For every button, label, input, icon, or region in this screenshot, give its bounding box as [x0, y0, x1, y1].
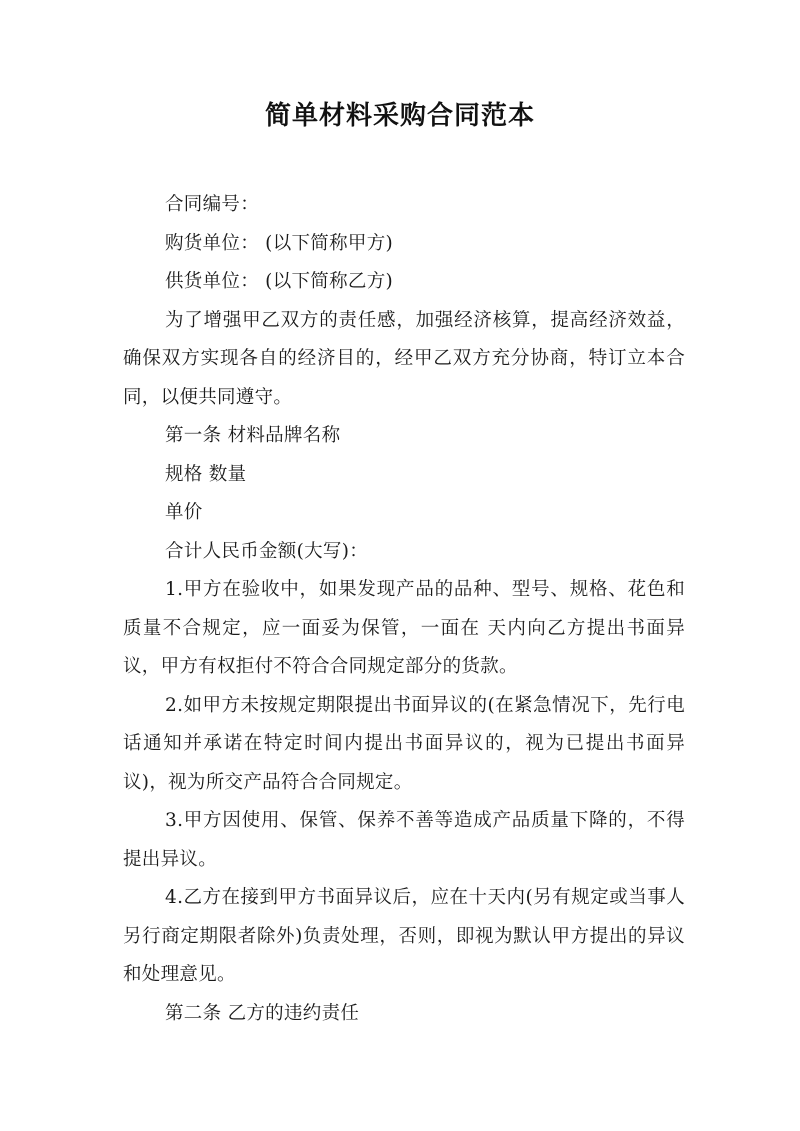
clause-2-paragraph: 2.如甲方未按规定期限提出书面异议的(在紧急情况下，先行电话通知并承诺在特定时间内提出书面异议的，视为已提出书面异议)，视为所交产品符合合同规定。 — [123, 694, 685, 793]
preamble-paragraph: 为了增强甲乙双方的责任感，加强经济核算，提高经济效益，确保双方实现各自的经济目的，经甲乙双方充分协商，特订立本合同，以便共同遵守。 — [123, 309, 685, 408]
contract-number-line: 合同编号： — [165, 194, 260, 215]
total-amount-line: 合计人民币金额(大写)： — [165, 540, 369, 562]
spec-quantity-line: 规格 数量 — [165, 463, 247, 485]
clause-3-paragraph: 3.甲方因使用、保管、保养不善等造成产品质量下降的，不得提出异议。 — [123, 810, 685, 870]
unit-price-line: 单价 — [165, 502, 203, 523]
document-body — [123, 186, 685, 1033]
supplier-line: 供货单位： (以下简称乙方) — [165, 271, 394, 292]
buyer-line: 购货单位： (以下简称甲方) — [165, 232, 394, 254]
document-title: 简单材料采购合同范本 — [264, 101, 535, 131]
article-1-heading: 第一条 材料品牌名称 — [165, 425, 341, 446]
article-2-heading: 第二条 乙方的违约责任 — [165, 1002, 360, 1024]
clause-1-paragraph: 1.甲方在验收中，如果发现产品的品种、型号、规格、花色和质量不合规定，应一面妥为保管，一面在 天内向乙方提出书面异议，甲方有权拒付不符合合同规定部分的货款。 — [123, 579, 685, 677]
clause-4-paragraph: 4.乙方在接到甲方书面异议后，应在十天内(另有规定或当事人另行商定期限者除外)负责处理，否则，即视为默认甲方提出的异议和处理意见。 — [123, 887, 685, 985]
